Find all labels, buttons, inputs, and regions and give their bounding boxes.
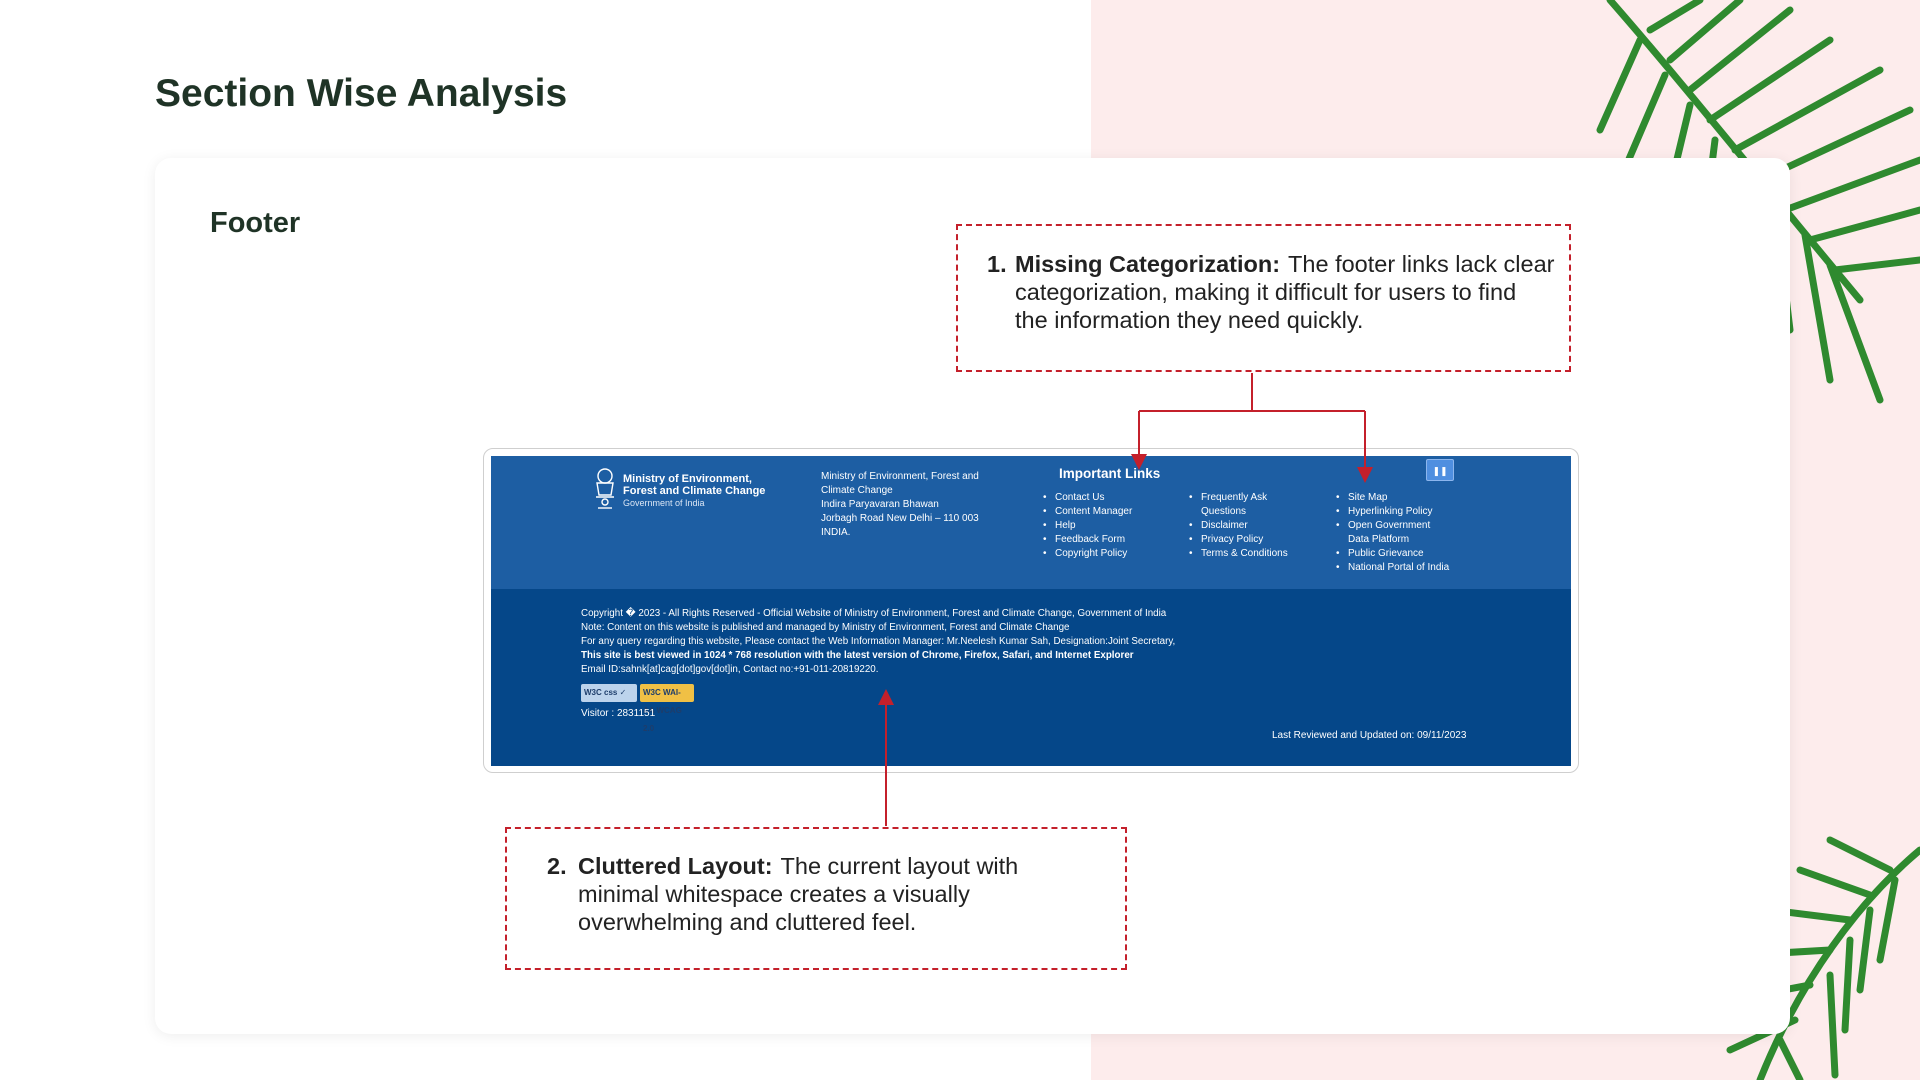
address-line: Ministry of Environment, Forest and <box>821 471 979 482</box>
government-label: Government of India <box>623 498 705 508</box>
links-column-3 <box>1336 491 1451 575</box>
address-line: Climate Change <box>821 485 893 496</box>
address-line: Jorbagh Road New Delhi – 110 003 <box>821 513 979 524</box>
footer-link-national-portal[interactable]: • National Portal of India <box>1336 561 1451 575</box>
content-note: Note: Content on this website is published and managed by Ministry of Environment, Forest and Climate Change <box>581 622 1070 633</box>
pause-button[interactable] <box>1426 459 1454 481</box>
callout-heading: Missing Categorization: <box>1015 251 1281 277</box>
ministry-name-line2: Forest and Climate Change <box>623 485 766 497</box>
footer-link-faq[interactable]: • Frequently Ask Questions <box>1189 491 1299 519</box>
callout-cluttered-layout <box>505 827 1127 970</box>
callout-body <box>1015 250 1555 334</box>
w3c-css-badge[interactable]: W3C css ✓ <box>581 684 637 702</box>
w3c-wcag-badge[interactable]: W3C WAI-AA WCAG 2.0 <box>640 684 694 702</box>
footer-link-help[interactable]: • Help <box>1043 519 1173 533</box>
footer-link-copyright-policy[interactable]: • Copyright Policy <box>1043 547 1173 561</box>
address-line: Indira Paryavaran Bhawan <box>821 499 939 510</box>
ministry-address <box>821 470 996 540</box>
footer-top-section <box>491 456 1571 589</box>
email-contact-text: Email ID:sahnk[at]cag[dot]gov[dot]in, Contact no:+91-011-20819220. <box>581 664 879 675</box>
callout-text: The current layout with minimal whitespace creates a visually overwhelming and cluttered feel. <box>578 853 1019 935</box>
callout-heading: Cluttered Layout: <box>578 853 773 879</box>
national-emblem-icon <box>592 467 618 513</box>
best-viewed-text: This site is best viewed in 1024 * 768 resolution with the latest version of Chrome, Firefox, Safari, and Internet Explorer <box>581 650 1134 661</box>
copyright-text: Copyright � 2023 - All Rights Reserved - Official Website of Ministry of Environment, Forest and Climate Change, Government of India <box>581 608 1167 619</box>
callout-body <box>578 852 1098 936</box>
page-title: Section Wise Analysis <box>155 72 568 115</box>
footer-link-privacy-policy[interactable]: • Privacy Policy <box>1189 533 1299 547</box>
footer-link-open-government-data[interactable]: • Open Government Data Platform <box>1336 519 1451 547</box>
footer-link-content-manager[interactable]: • Content Manager <box>1043 505 1173 519</box>
callout-missing-categorization <box>956 224 1571 372</box>
address-line: INDIA. <box>821 527 851 538</box>
callout-number: 1. <box>987 251 1007 277</box>
pause-icon: ❚❚ <box>1432 466 1448 476</box>
links-column-1 <box>1043 491 1173 561</box>
ministry-name-line1: Ministry of Environment, <box>623 473 752 485</box>
section-label: Footer <box>210 207 301 239</box>
last-reviewed-date: Last Reviewed and Updated on: 09/11/2023 <box>1272 730 1467 741</box>
footer-link-terms[interactable]: • Terms & Conditions <box>1189 547 1299 561</box>
footer-link-feedback-form[interactable]: • Feedback Form <box>1043 533 1173 547</box>
callout-text: The footer links lack clear categorization, making it difficult for users to find the information they need quickly. <box>1015 251 1555 333</box>
callout-number: 2. <box>547 853 567 879</box>
footer-link-disclaimer[interactable]: • Disclaimer <box>1189 519 1299 533</box>
important-links-heading: Important Links <box>1059 466 1161 481</box>
visitor-count: Visitor : 2831151 <box>581 708 656 719</box>
footer-bottom-section <box>491 589 1571 766</box>
footer-link-hyperlinking-policy[interactable]: • Hyperlinking Policy <box>1336 505 1451 519</box>
query-contact-text: For any query regarding this website, Please contact the Web Information Manager: Mr.Neelesh Kumar Sah, Designation:Joint Secretary, <box>581 636 1176 647</box>
ministry-name <box>623 473 765 509</box>
footer-link-site-map[interactable]: • Site Map <box>1336 491 1451 505</box>
links-column-2 <box>1189 491 1299 561</box>
footer-link-public-grievance[interactable]: • Public Grievance <box>1336 547 1451 561</box>
footer-legal-text <box>581 607 1175 677</box>
footer-link-contact-us[interactable]: • Contact Us <box>1043 491 1173 505</box>
